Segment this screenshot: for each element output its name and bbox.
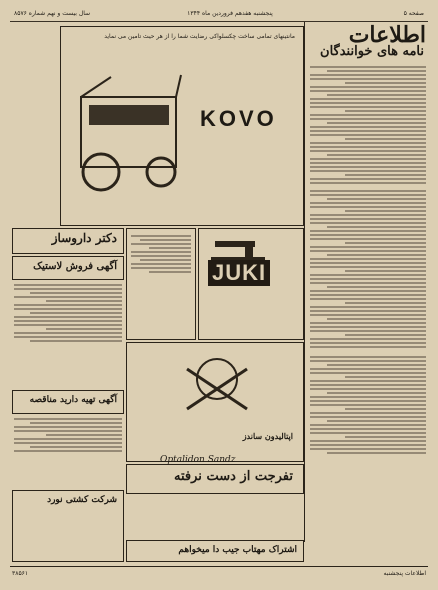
sewing-machine-illustration [209,233,269,263]
plastic-ad-text [14,284,122,384]
kovo-ad-text: مانتینهای تمامی ساخت چکسلواکی رضایت شما را از هر حیث تامین می نماید [104,33,295,40]
doctor-ad [12,228,124,254]
subscription-ad [126,540,304,562]
masthead-subtitle: نامه های خوانندگان [320,44,424,59]
company-title: شرکت کشتی نورد [47,495,117,505]
footer-rule [10,566,428,567]
tender-ad-title: آگهی تهیه دارید مناقصه [29,395,117,405]
subscription-title: اشتراک مهتاب جیب دا میخواهم [178,545,297,555]
tender-ad-text [14,418,122,488]
juki-brand: JUKI [208,260,270,286]
page-header [10,7,428,22]
optalidon-persian: اپتالیدون ساندز [242,431,293,441]
tender-ad [12,390,124,414]
doctor-ad-title: دکتر داروساز [51,231,117,245]
plastic-ad-title: آگهی فروش لاستیک [33,261,117,272]
kovo-brand: KOVO [200,106,277,131]
footer-right: اطلاعات پنجشنبه [383,570,426,577]
optalidon-ad [126,342,304,462]
issue-number: سال بیست و نهم شماره ۸۵۷۶ [14,10,91,17]
pain-figure-illustration [177,349,257,429]
tafrjat-title: تفرجت از دست نرفته [174,469,293,484]
tafrjat-ad [126,464,304,494]
footer-left: ۳۸۵۶۱ [12,570,29,577]
bottom-right-article [310,356,426,556]
center-small-ads [126,228,196,340]
center-ads-text [131,235,191,335]
column-divider [304,22,305,542]
letters-text-block-1 [310,66,426,186]
issue-date: پنجشنبه هفدهم فروردین ماه ۱۳۴۴ [187,10,273,17]
loom-machine-illustration [71,67,191,207]
masthead-title: اطلاعات [348,22,426,48]
page-number: صفحه ۵ [403,10,424,17]
company-ad [12,490,124,562]
letters-text-block-2 [310,190,426,350]
plastic-ad [12,256,124,280]
optalidon-english: Optalidon Sandz [160,455,236,465]
